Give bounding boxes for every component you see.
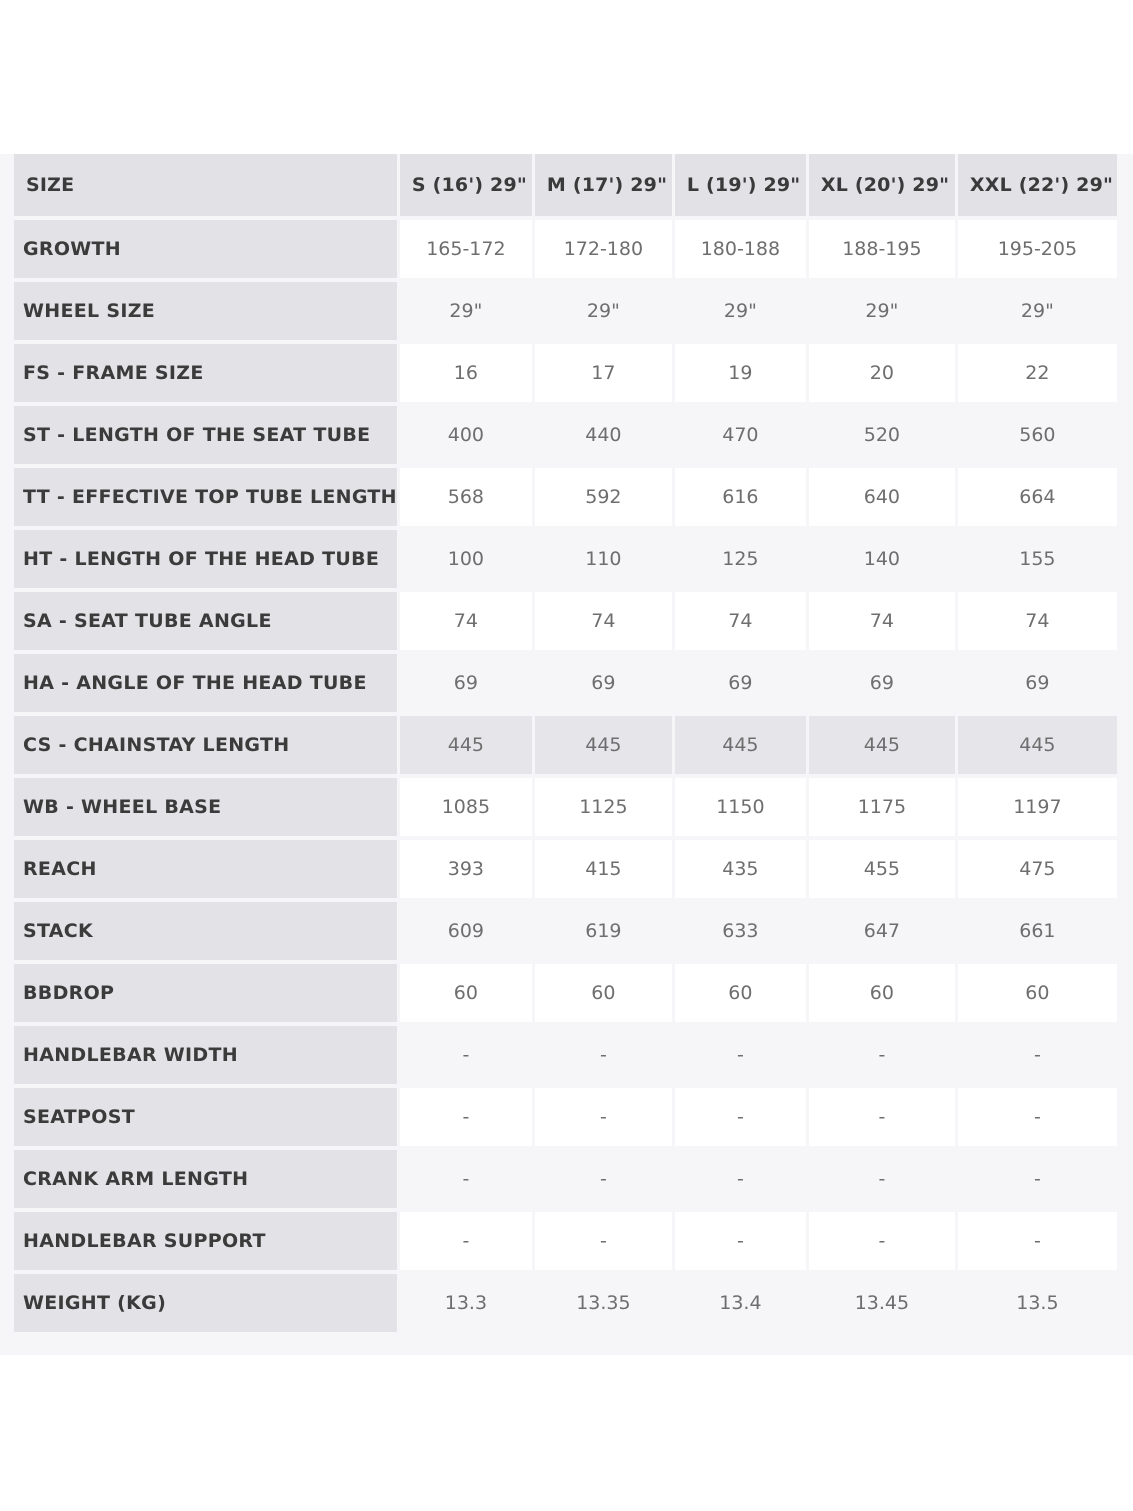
table-cell: - (809, 1026, 955, 1084)
table-cell: - (400, 1088, 532, 1146)
column-header-m: M (17') 29" (535, 154, 672, 216)
table-row (14, 902, 1117, 960)
table-cell: 20 (809, 344, 955, 402)
row-label: WB - WHEEL BASE (14, 778, 397, 836)
table-cell: - (675, 1026, 806, 1084)
row-label: TT - EFFECTIVE TOP TUBE LENGTH (14, 468, 397, 526)
table-cell: - (535, 1212, 672, 1270)
table-cell: 22 (958, 344, 1117, 402)
table-row (14, 220, 1117, 278)
table-cell: 619 (535, 902, 672, 960)
table-cell: 140 (809, 530, 955, 588)
table-cell: 393 (400, 840, 532, 898)
table-cell: 180-188 (675, 220, 806, 278)
table-row (14, 964, 1117, 1022)
table-cell: 29" (958, 282, 1117, 340)
geometry-table-panel (0, 154, 1133, 1355)
row-label: REACH (14, 840, 397, 898)
table-cell: 29" (675, 282, 806, 340)
table-cell: 13.45 (809, 1274, 955, 1332)
row-label: ST - LENGTH OF THE SEAT TUBE (14, 406, 397, 464)
table-cell: - (535, 1150, 672, 1208)
table-cell: 609 (400, 902, 532, 960)
table-cell: 400 (400, 406, 532, 464)
table-cell: 470 (675, 406, 806, 464)
table-cell: 445 (675, 716, 806, 774)
table-cell: - (809, 1088, 955, 1146)
table-cell: - (675, 1212, 806, 1270)
table-cell: 69 (400, 654, 532, 712)
table-cell: 29" (400, 282, 532, 340)
table-cell: 445 (535, 716, 672, 774)
table-cell: 13.35 (535, 1274, 672, 1332)
table-cell: 640 (809, 468, 955, 526)
row-label: HT - LENGTH OF THE HEAD TUBE (14, 530, 397, 588)
table-cell: 100 (400, 530, 532, 588)
table-cell: 633 (675, 902, 806, 960)
column-header-l: L (19') 29" (675, 154, 806, 216)
row-label: SEATPOST (14, 1088, 397, 1146)
table-cell: 661 (958, 902, 1117, 960)
table-row (14, 530, 1117, 588)
table-cell: 74 (535, 592, 672, 650)
table-row (14, 716, 1117, 774)
table-cell: 110 (535, 530, 672, 588)
table-cell: - (809, 1212, 955, 1270)
row-label: STACK (14, 902, 397, 960)
table-cell: - (958, 1088, 1117, 1146)
table-row (14, 1088, 1117, 1146)
row-label: HA - ANGLE OF THE HEAD TUBE (14, 654, 397, 712)
row-label: WEIGHT (KG) (14, 1274, 397, 1332)
table-body (14, 220, 1117, 1332)
row-label: CRANK ARM LENGTH (14, 1150, 397, 1208)
table-cell: 195-205 (958, 220, 1117, 278)
table-cell: - (400, 1212, 532, 1270)
table-row (14, 778, 1117, 836)
table-cell: 568 (400, 468, 532, 526)
table-cell: 1150 (675, 778, 806, 836)
table-cell: 69 (958, 654, 1117, 712)
table-cell: 188-195 (809, 220, 955, 278)
table-cell: 60 (958, 964, 1117, 1022)
table-cell: 74 (675, 592, 806, 650)
table-row (14, 654, 1117, 712)
row-label: WHEEL SIZE (14, 282, 397, 340)
table-cell: 647 (809, 902, 955, 960)
table-cell: 445 (400, 716, 532, 774)
table-cell: 592 (535, 468, 672, 526)
table-cell: 1197 (958, 778, 1117, 836)
table-cell: 1175 (809, 778, 955, 836)
table-cell: - (400, 1026, 532, 1084)
table-cell: - (675, 1088, 806, 1146)
table-cell: - (675, 1150, 806, 1208)
table-cell: 455 (809, 840, 955, 898)
table-row (14, 840, 1117, 898)
row-label: FS - FRAME SIZE (14, 344, 397, 402)
table-cell: 74 (809, 592, 955, 650)
table-row (14, 468, 1117, 526)
table-cell: 16 (400, 344, 532, 402)
table-cell: 440 (535, 406, 672, 464)
table-cell: 17 (535, 344, 672, 402)
table-cell: 616 (675, 468, 806, 526)
table-cell: 445 (958, 716, 1117, 774)
table-cell: 435 (675, 840, 806, 898)
table-cell: 60 (400, 964, 532, 1022)
table-header-row (14, 154, 1117, 216)
table-cell: 520 (809, 406, 955, 464)
table-row (14, 1274, 1117, 1332)
table-cell: 60 (809, 964, 955, 1022)
table-cell: 155 (958, 530, 1117, 588)
table-cell: 13.3 (400, 1274, 532, 1332)
header-size-label: SIZE (14, 154, 397, 216)
table-cell: 1085 (400, 778, 532, 836)
table-row (14, 1026, 1117, 1084)
table-cell: 1125 (535, 778, 672, 836)
table-cell: 445 (809, 716, 955, 774)
table-cell: - (535, 1088, 672, 1146)
table-row (14, 406, 1117, 464)
table-cell: 125 (675, 530, 806, 588)
table-cell: 19 (675, 344, 806, 402)
table-cell: 13.5 (958, 1274, 1117, 1332)
table-cell: 60 (535, 964, 672, 1022)
row-label: CS - CHAINSTAY LENGTH (14, 716, 397, 774)
table-row (14, 344, 1117, 402)
table-cell: 60 (675, 964, 806, 1022)
row-label: SA - SEAT TUBE ANGLE (14, 592, 397, 650)
table-cell: 13.4 (675, 1274, 806, 1332)
table-cell: - (958, 1026, 1117, 1084)
table-cell: 29" (535, 282, 672, 340)
table-cell: - (400, 1150, 532, 1208)
table-cell: - (535, 1026, 672, 1084)
table-cell: 29" (809, 282, 955, 340)
table-cell: 69 (809, 654, 955, 712)
table-row (14, 1212, 1117, 1270)
table-cell: - (809, 1150, 955, 1208)
column-header-s: S (16') 29" (400, 154, 532, 216)
table-cell: 172-180 (535, 220, 672, 278)
column-header-xl: XL (20') 29" (809, 154, 955, 216)
table-cell: 560 (958, 406, 1117, 464)
row-label: GROWTH (14, 220, 397, 278)
geometry-table (11, 150, 1120, 1336)
column-header-xxl: XXL (22') 29" (958, 154, 1117, 216)
table-cell: - (958, 1150, 1117, 1208)
table-cell: 165-172 (400, 220, 532, 278)
table-cell: 664 (958, 468, 1117, 526)
table-row (14, 592, 1117, 650)
table-row (14, 1150, 1117, 1208)
table-row (14, 282, 1117, 340)
table-cell: 69 (535, 654, 672, 712)
table-cell: - (958, 1212, 1117, 1270)
table-cell: 415 (535, 840, 672, 898)
table-cell: 475 (958, 840, 1117, 898)
table-cell: 74 (400, 592, 532, 650)
row-label: BBDROP (14, 964, 397, 1022)
table-cell: 74 (958, 592, 1117, 650)
table-cell: 69 (675, 654, 806, 712)
row-label: HANDLEBAR SUPPORT (14, 1212, 397, 1270)
row-label: HANDLEBAR WIDTH (14, 1026, 397, 1084)
